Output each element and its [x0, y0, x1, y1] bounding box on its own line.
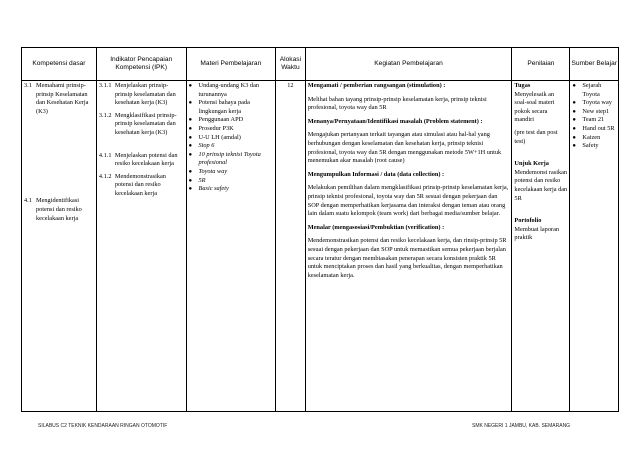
footer-left: SILABUS C2 TEKNIK KENDARAAN RINGAN OTOMOTIF — [38, 423, 168, 429]
penilaian-text: Menyelesaik an soal-soal materi pokok secara mandiri — [514, 90, 555, 124]
penilaian-text: Membuat laporan praktik — [514, 225, 560, 242]
materi-item: ● Basic safety — [188, 185, 229, 193]
penilaian-text: (pre test dan post test) — [514, 128, 558, 145]
kompetensi-item — [24, 197, 94, 223]
bullet-icon: ● — [572, 100, 577, 107]
materi-item: ● 5R — [188, 176, 206, 184]
indikator-item — [99, 152, 184, 169]
indikator-item — [99, 82, 184, 108]
kegiatan-body: Melakukan pemilihan dalam mengklasifikasi prinsip-prinsip keselamatan kerja, prinsip teknisi profesional, toyota way dan 5R sesuai dengan pekerjaan dan SOP dengan memperhatikan kerjasama dan interaksi dengan teman atau orang lain dalam suatu kelompok (team work) dari berbagai media/sumber belajar. — [307, 184, 509, 218]
bullet-icon: ● — [188, 100, 193, 107]
penilaian-heading: Tugas — [514, 82, 531, 89]
header-indikator: Indikator Pencapaian Kompetensi (IPK) — [96, 48, 186, 81]
indikator-number: 4.1.1 — [98, 151, 112, 159]
materi-item: ● Potensi bahaya pada lingkungan kerja — [188, 99, 250, 115]
sumber-item: ● Kaizen — [572, 133, 601, 141]
kegiatan-body: Mengajukan pertanyaan terkait tayangan atau simulasi atau hal-hal yang berhubungan dengan keselamatan dan kesehatan kerja, prinsip teknisi profesional, toyota way dan 5R dengan menggunakan metode 5W+1H untuk menemukan akar masalah (root cause) — [307, 131, 502, 165]
bullet-icon: ● — [188, 177, 193, 184]
header-penilaian: Penilaian — [512, 48, 570, 81]
penilaian-heading: Portofolio — [514, 217, 542, 225]
kompetensi-text: Mengidentifikasi potensi dan resiko kecelakaan kerja — [36, 197, 82, 222]
bullet-icon: ● — [188, 143, 193, 150]
materi-item: ● Toyota way — [188, 167, 228, 175]
bullet-icon: ● — [188, 186, 193, 193]
bullet-icon: ● — [188, 83, 193, 89]
bullet-icon: ● — [572, 108, 577, 115]
indikator-number: 4.1.2 — [98, 172, 112, 180]
kompetensi-number: 3.1 — [24, 82, 32, 89]
indikator-text: Menjelaskan prinsip-prinsip keselamatan dan kesehatan kerja (K3) — [114, 82, 176, 107]
bullet-icon: ● — [572, 83, 577, 89]
kegiatan-body: Mendemonstrasikan potensi dan resiko kecelakaan kerja, dan rinsip-prinsip 5R sesuai dengan pekerjaan dan SOP untuk memastikan semua pekerjaan berjalan secara teratur dengan membiasakan penerapan secara konsisten praktik 5R untuk menciptakan proses dan hasil yang berkualitas, dengan memperhatikan keselamatan kerja. — [307, 237, 507, 279]
indikator-text: Mendemonstrasikan potensi dan resiko kecelakaan kerja — [114, 172, 166, 197]
sumber-item: ● New step1 — [572, 107, 610, 115]
indikator-text: Mengklasifikasi prinsip-prinsip keselamatan dan kesehatan kerja (K3) — [114, 111, 177, 136]
bullet-icon: ● — [572, 125, 577, 132]
bullet-icon: ● — [188, 125, 193, 132]
kegiatan-body: Melihat bahan tayang prinsip-prinsip keselamatan kerja, prinsip teknisi profesional, toyota way dan 5R — [307, 95, 487, 112]
header-sumber: Sumber Belajar — [570, 48, 619, 81]
bullet-icon: ● — [188, 134, 193, 141]
indikator-text: Menjelaskan potensi dan resiko kecelakaan kerja — [114, 151, 178, 168]
materi-list — [189, 82, 274, 194]
indikator-cell — [96, 81, 186, 412]
footer-right: SMK NEGERI 1 JAMBU, KAB. SEMARANG — [472, 423, 571, 429]
content-row — [22, 81, 619, 412]
indikator-number: 3.1.2 — [98, 111, 112, 119]
materi-item: ● Stop 6 — [188, 142, 215, 150]
kompetensi-text: Memahami prinsip-prinsip Keselamatan dan Kesehatan Kerja (K3) — [36, 82, 89, 115]
materi-item: ● Prosedur P3K — [188, 124, 234, 132]
kompetensi-cell — [22, 81, 97, 412]
materi-item: ● Penggunaan APD — [188, 116, 244, 124]
header-materi: Materi Pembelajaran — [186, 48, 276, 81]
sumber-cell — [570, 81, 619, 412]
header-row — [22, 48, 619, 81]
bullet-icon: ● — [572, 134, 577, 141]
sumber-item: ● Safety — [572, 142, 599, 150]
bullet-icon: ● — [572, 117, 577, 124]
materi-cell — [186, 81, 276, 412]
bullet-icon: ● — [188, 168, 193, 175]
indikator-item — [99, 173, 184, 199]
kegiatan-heading: Mengamati / pemberian rangsangan (stimulation) : — [307, 82, 446, 89]
penilaian-cell — [512, 81, 570, 412]
sumber-item: ● Toyota way — [572, 99, 612, 107]
kompetensi-item — [24, 82, 94, 116]
kegiatan-heading: Menalar (mengasosiasi/Pembuktian (verification) : — [307, 223, 445, 231]
sumber-item: ● Hand out 5R — [572, 124, 615, 132]
materi-item: ● U-U LH (amdal) — [188, 133, 241, 141]
alokasi-value: 12 — [287, 82, 294, 89]
header-alokasi: Alokasi Waktu — [276, 48, 306, 81]
header-kegiatan: Kegiatan Pembelajaran — [305, 48, 512, 81]
syllabus-table — [21, 47, 619, 412]
bullet-icon: ● — [188, 117, 193, 124]
sumber-item: ● Sejarah Toyota — [572, 82, 602, 98]
bullet-icon: ● — [572, 143, 577, 150]
materi-item: ● Undang-undang K3 dan turunannya — [188, 82, 260, 98]
bullet-icon: ● — [188, 151, 193, 158]
kegiatan-heading: Menanya/Pernyataan/Identifikasi masalah (Problem statement) : — [307, 117, 483, 125]
kompetensi-number: 4.1 — [24, 197, 32, 205]
indikator-item — [99, 112, 184, 138]
sumber-list — [572, 82, 616, 151]
materi-item: ● 10 prinsip teknisi Toyota profesional — [188, 150, 261, 167]
indikator-number: 3.1.1 — [98, 82, 112, 89]
kegiatan-cell — [305, 81, 512, 412]
sumber-item: ● Team 21 — [572, 116, 605, 124]
alokasi-cell — [276, 81, 306, 412]
penilaian-heading: Unjuk Kerja — [514, 160, 549, 168]
kegiatan-heading: Mengumpulkan Informasi / data (data collection) : — [307, 170, 445, 178]
penilaian-text: Mendemonst rasikan potensi dan resiko kecelakaan kerja dan 5R — [514, 168, 568, 202]
header-kompetensi: Kompetensi dasar — [22, 48, 97, 81]
